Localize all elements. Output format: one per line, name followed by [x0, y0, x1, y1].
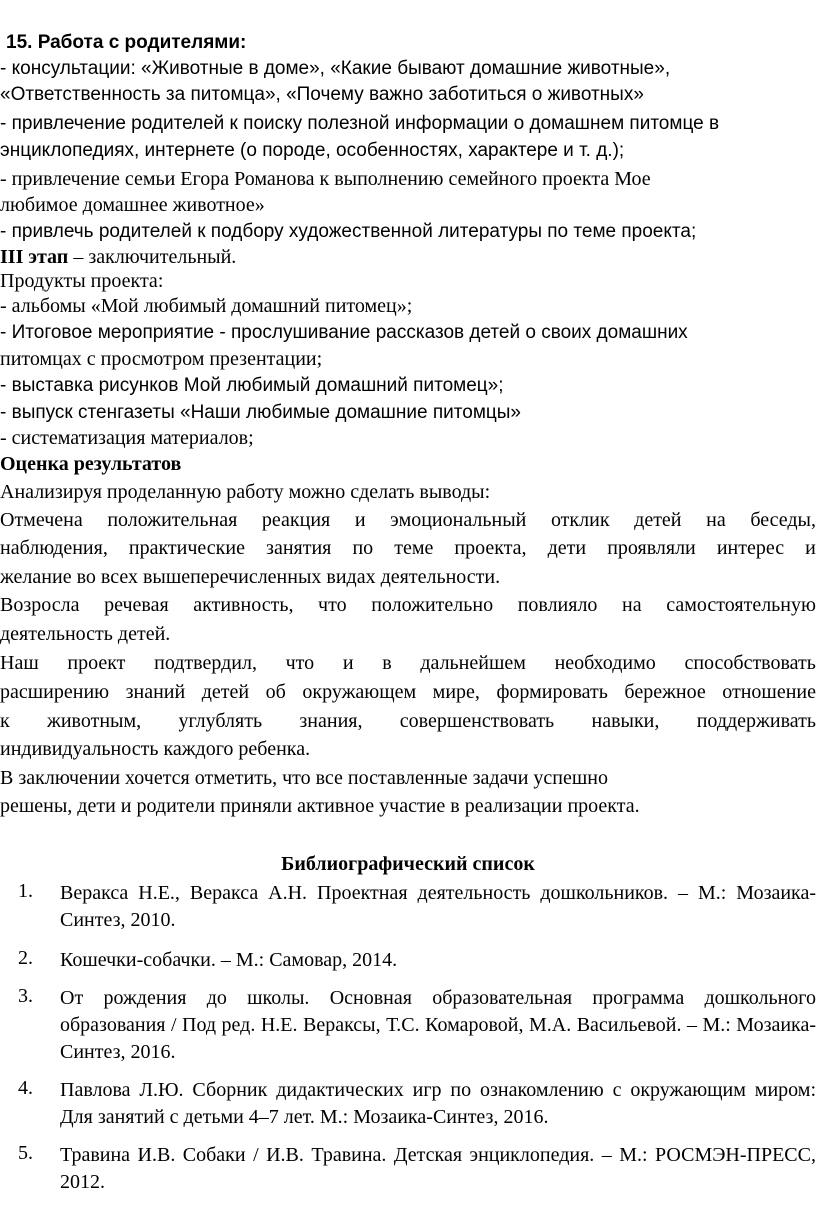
list-item-number: 4. — [18, 1077, 33, 1099]
word: теме — [394, 537, 434, 559]
info-line-2: энциклопедиях, интернете (о породе, особенностях, характере и т. д.); — [0, 140, 625, 161]
results-heading: Оценка результатов — [0, 453, 182, 475]
bibliography-heading: Библиографический список — [281, 853, 535, 875]
section-heading: 15. Работа с родителями: — [6, 32, 247, 53]
word: Возросла — [0, 594, 80, 616]
paragraph-line: желание во всех вышеперечисленных видах деятельности. — [0, 566, 501, 588]
family-line-1: - привлечение семьи Егора Романова к выполнению семейного проекта Мое — [0, 168, 651, 190]
word: отклик — [550, 509, 610, 531]
word: что — [318, 594, 347, 616]
word: об — [265, 681, 286, 703]
word: окружающем — [302, 681, 417, 703]
product-item: - Итоговое мероприятие - прослушивание рассказов детей о своих домашних — [0, 322, 688, 343]
list-item-number: 5. — [18, 1142, 33, 1164]
word: детей — [634, 509, 682, 531]
word: к — [0, 710, 10, 732]
consult-line-2: «Ответственность за питомца», «Почему важно заботиться о животных» — [0, 84, 644, 105]
word: подтвердил, — [154, 652, 257, 674]
word: детей — [201, 681, 250, 703]
justified-line — [0, 509, 816, 532]
product-item: питомцах с просмотром презентации; — [0, 348, 323, 370]
list-item: Кошечки-собачки. – М.: Самовар, 2014. — [60, 949, 398, 971]
word: положительная — [107, 509, 238, 531]
list-item-number: 2. — [18, 947, 33, 969]
stage-label: III этап — [0, 246, 69, 268]
word: активность, — [193, 594, 294, 616]
list-item: Веракса Н.Е., Веракса А.Н. Проектная деятельность дошкольников. – М.: Мозаика-Синтез, 2010. — [60, 882, 816, 931]
word: углублять — [178, 710, 263, 732]
justified-line — [0, 594, 816, 617]
word: эмоциональный — [390, 509, 527, 531]
word: речевая — [104, 594, 169, 616]
word: необходимо — [554, 652, 656, 674]
word: совершенствовать — [399, 710, 555, 732]
word: Отмечена — [0, 509, 83, 531]
word: проект — [67, 652, 126, 674]
list-item: От рождения до школы. Основная образовательная программа дошкольного образования / Под ред. Н.Е. Вераксы, Т.С. Комаровой, М.А. Васильевой. – М.: Мозаика-Синтез, 2016. — [60, 987, 816, 1063]
word: наблюдения, — [0, 537, 108, 559]
paragraph-line: В заключении хочется отметить, что все поставленные задачи успешно — [0, 767, 608, 789]
word: реакция — [261, 509, 331, 531]
consult-line-1: - консультации: «Животные в доме», «Какие бывают домашние животные», — [0, 58, 671, 79]
family-line-2: любимое домашнее животное» — [0, 194, 265, 216]
list-item: Травина И.В. Собаки / И.В. Травина. Детская энциклопедия. – М.: РОСМЭН-ПРЕСС, 2012. — [60, 1144, 816, 1193]
word: интерес — [716, 537, 785, 559]
justified-line — [0, 710, 816, 733]
word: что — [285, 652, 315, 674]
word: Наш — [0, 652, 39, 674]
word: животным, — [47, 710, 142, 732]
word: на — [706, 509, 726, 531]
word: проявляли — [607, 537, 696, 559]
word: отношение — [722, 681, 816, 703]
word: и — [354, 509, 366, 531]
results-intro: Анализируя проделанную работу можно сделать выводы: — [0, 481, 491, 503]
word: в — [382, 652, 392, 674]
list-item-number: 1. — [18, 880, 33, 902]
word: положительно — [371, 594, 494, 616]
word: навыки, — [591, 710, 660, 732]
word: дальнейшем — [420, 652, 526, 674]
paragraph-line: индивидуальность каждого ребенка. — [0, 738, 311, 760]
paragraph-line: деятельность детей. — [0, 623, 171, 645]
products-label: Продукты проекта: — [0, 270, 164, 292]
word: занятия — [266, 537, 332, 559]
word: знания, — [299, 710, 363, 732]
stage-text: – заключительный. — [68, 246, 237, 268]
word: на — [622, 594, 642, 616]
word: способствовать — [684, 652, 816, 674]
word: дети — [547, 537, 587, 559]
word: бережное — [624, 681, 706, 703]
word: расширению — [0, 681, 110, 703]
list-item: Павлова Л.Ю. Сборник дидактических игр по ознакомлению с окружающим миром: Для занятий с детьми 4–7 лет. М.: Мозаика-Синтез, 2016. — [60, 1079, 816, 1128]
word: формировать — [496, 681, 608, 703]
word: по — [352, 537, 374, 559]
justified-line — [0, 537, 816, 560]
stage-line — [0, 246, 236, 269]
word: знаний — [125, 681, 186, 703]
product-item: - альбомы «Мой любимый домашний питомец»; — [0, 295, 413, 317]
literature-line: - привлечь родителей к подбору художественной литературы по теме проекта; — [0, 221, 697, 242]
product-item: - выставка рисунков Мой любимый домашний питомец»; — [0, 375, 504, 396]
word: повлияло — [517, 594, 598, 616]
justified-line — [0, 652, 816, 675]
paragraph-line: решены, дети и родители приняли активное участие в реализации проекта. — [0, 795, 640, 817]
word: беседы, — [750, 509, 816, 531]
word: поддерживать — [696, 710, 816, 732]
word: и — [805, 537, 816, 559]
justified-line — [0, 681, 816, 704]
word: практические — [128, 537, 245, 559]
word: мире, — [432, 681, 480, 703]
word: проекта, — [454, 537, 527, 559]
product-item: - систематизация материалов; — [0, 427, 254, 449]
info-line-1: - привлечение родителей к поиску полезной информации о домашнем питомце в — [0, 113, 720, 134]
word: самостоятельную — [666, 594, 816, 616]
list-item-number: 3. — [18, 985, 33, 1007]
product-item: - выпуск стенгазеты «Наши любимые домашние питомцы» — [0, 402, 521, 423]
word: и — [342, 652, 354, 674]
